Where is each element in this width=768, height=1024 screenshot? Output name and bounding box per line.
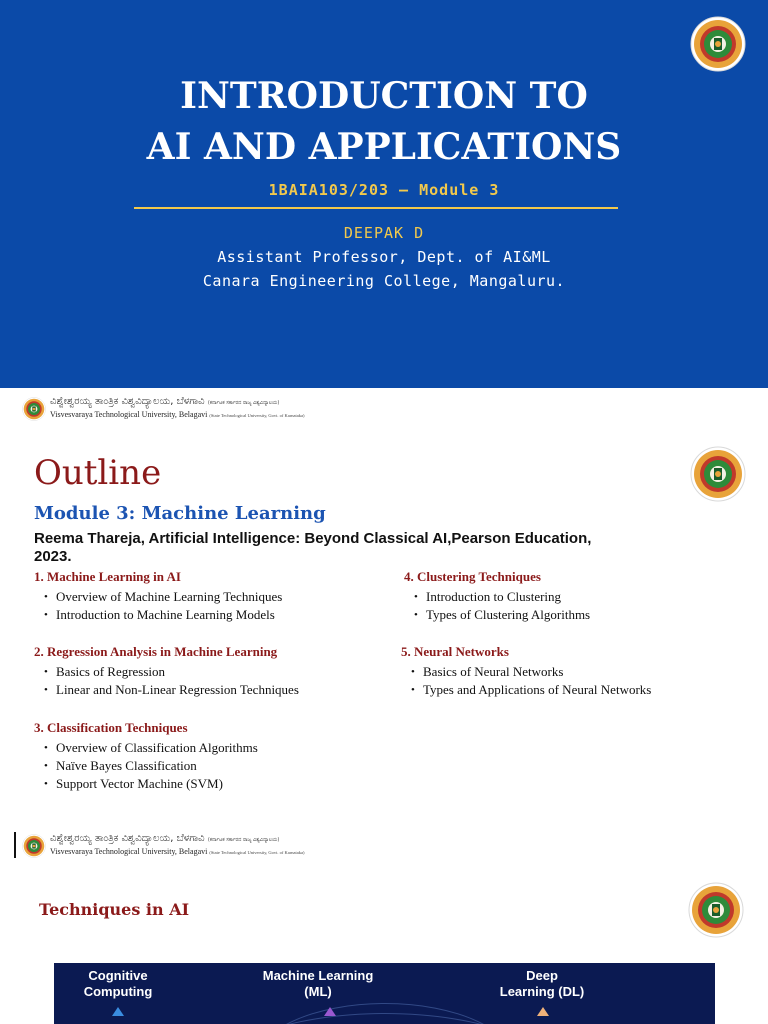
list-item: • Naïve Bayes Classification [56, 757, 258, 775]
university-name-kannada-sub: (ಕರ್ನಾಟಕ ಸರ್ಕಾರದ ರಾಜ್ಯ ವಿಶ್ವವಿದ್ಯಾಲಯ) [207, 400, 280, 406]
list-item: • Introduction to Clustering [426, 588, 590, 606]
techniques-title: Techniques in AI [39, 900, 190, 919]
title-slide [0, 0, 768, 388]
textbook-reference: Reema Thareja, Artificial Intelligence: Beyond Classical AI,Pearson Education, 2023. [34, 530, 592, 565]
list-item: • Linear and Non-Linear Regression Techniques [56, 681, 299, 699]
list-item: • Basics of Regression [56, 663, 299, 681]
section-list [34, 588, 282, 624]
title-line-1: INTRODUCTION TO [180, 75, 588, 117]
section-list [401, 663, 651, 699]
university-logo-icon [690, 16, 746, 72]
decorative-arc [204, 1013, 566, 1024]
university-header [22, 396, 305, 421]
university-header [22, 833, 305, 858]
presenter-name: DEEPAK D [343, 224, 425, 242]
technique-cognitive-computing: Cognitive Computing [83, 968, 153, 999]
title-line-2: AI AND APPLICATIONS [146, 126, 622, 168]
outline-section [404, 569, 590, 624]
university-small-logo-icon [22, 834, 46, 858]
technique-deep-learning: Deep Learning (DL) [499, 968, 585, 999]
triangle-marker-icon [112, 1007, 124, 1016]
university-logo-icon [690, 446, 746, 502]
list-item: • Introduction to Machine Learning Models [56, 606, 282, 624]
list-item: • Support Vector Machine (SVM) [56, 775, 258, 793]
module-heading: Module 3: Machine Learning [34, 503, 326, 524]
outline-section [34, 569, 282, 624]
section-heading: 5. Neural Networks [401, 644, 509, 659]
list-item: • Types and Applications of Neural Networks [423, 681, 651, 699]
university-small-logo-icon [22, 397, 46, 421]
section-list [404, 588, 590, 624]
triangle-marker-icon [537, 1007, 549, 1016]
section-heading: 4. Clustering Techniques [404, 569, 541, 584]
technique-machine-learning: Machine Learning (ML) [262, 968, 374, 999]
gold-divider [134, 207, 618, 209]
list-item: • Basics of Neural Networks [423, 663, 651, 681]
outline-section [34, 720, 258, 793]
list-item: • Types of Clustering Algorithms [426, 606, 590, 624]
section-list [34, 739, 258, 793]
university-name-english-sub: (State Technological University, Govt. of Karnataka) [209, 413, 305, 418]
outline-section [401, 644, 651, 699]
list-item: • Overview of Classification Algorithms [56, 739, 258, 757]
presenter-college: Canara Engineering College, Mangaluru. [202, 272, 566, 290]
section-list [34, 663, 299, 699]
university-name-english: Visvesvaraya Technological University, Belagavi [50, 410, 208, 419]
section-heading: 1. Machine Learning in AI [34, 569, 181, 584]
section-heading: 3. Classification Techniques [34, 720, 188, 735]
university-name-kannada: ವಿಶ್ವೇಶ್ವರಯ್ಯ ತಾಂತ್ರಿಕ ವಿಶ್ವವಿದ್ಯಾಲಯ, ಬೆಳಗಾವಿ [50, 833, 205, 844]
techniques-diagram [54, 963, 715, 1024]
university-name-english: Visvesvaraya Technological University, Belagavi [50, 847, 208, 856]
slide-edge-mark [14, 832, 16, 858]
section-heading: 2. Regression Analysis in Machine Learning [34, 644, 278, 659]
list-item: • Overview of Machine Learning Techniques [56, 588, 282, 606]
university-logo-icon [688, 882, 744, 938]
outline-title: Outline [34, 453, 162, 493]
module-code: 1BAIA103/203 – Module 3 [268, 181, 500, 199]
outline-section [34, 644, 299, 699]
triangle-marker-icon [324, 1007, 336, 1016]
university-name-english-sub: (State Technological University, Govt. of Karnataka) [209, 850, 305, 855]
university-name-kannada-sub: (ಕರ್ನಾಟಕ ಸರ್ಕಾರದ ರಾಜ್ಯ ವಿಶ್ವವಿದ್ಯಾಲಯ) [207, 837, 280, 843]
university-name-kannada: ವಿಶ್ವೇಶ್ವರಯ್ಯ ತಾಂತ್ರಿಕ ವಿಶ್ವವಿದ್ಯಾಲಯ, ಬೆಳಗಾವಿ [50, 396, 205, 407]
presenter-designation: Assistant Professor, Dept. of AI&ML [217, 248, 551, 266]
